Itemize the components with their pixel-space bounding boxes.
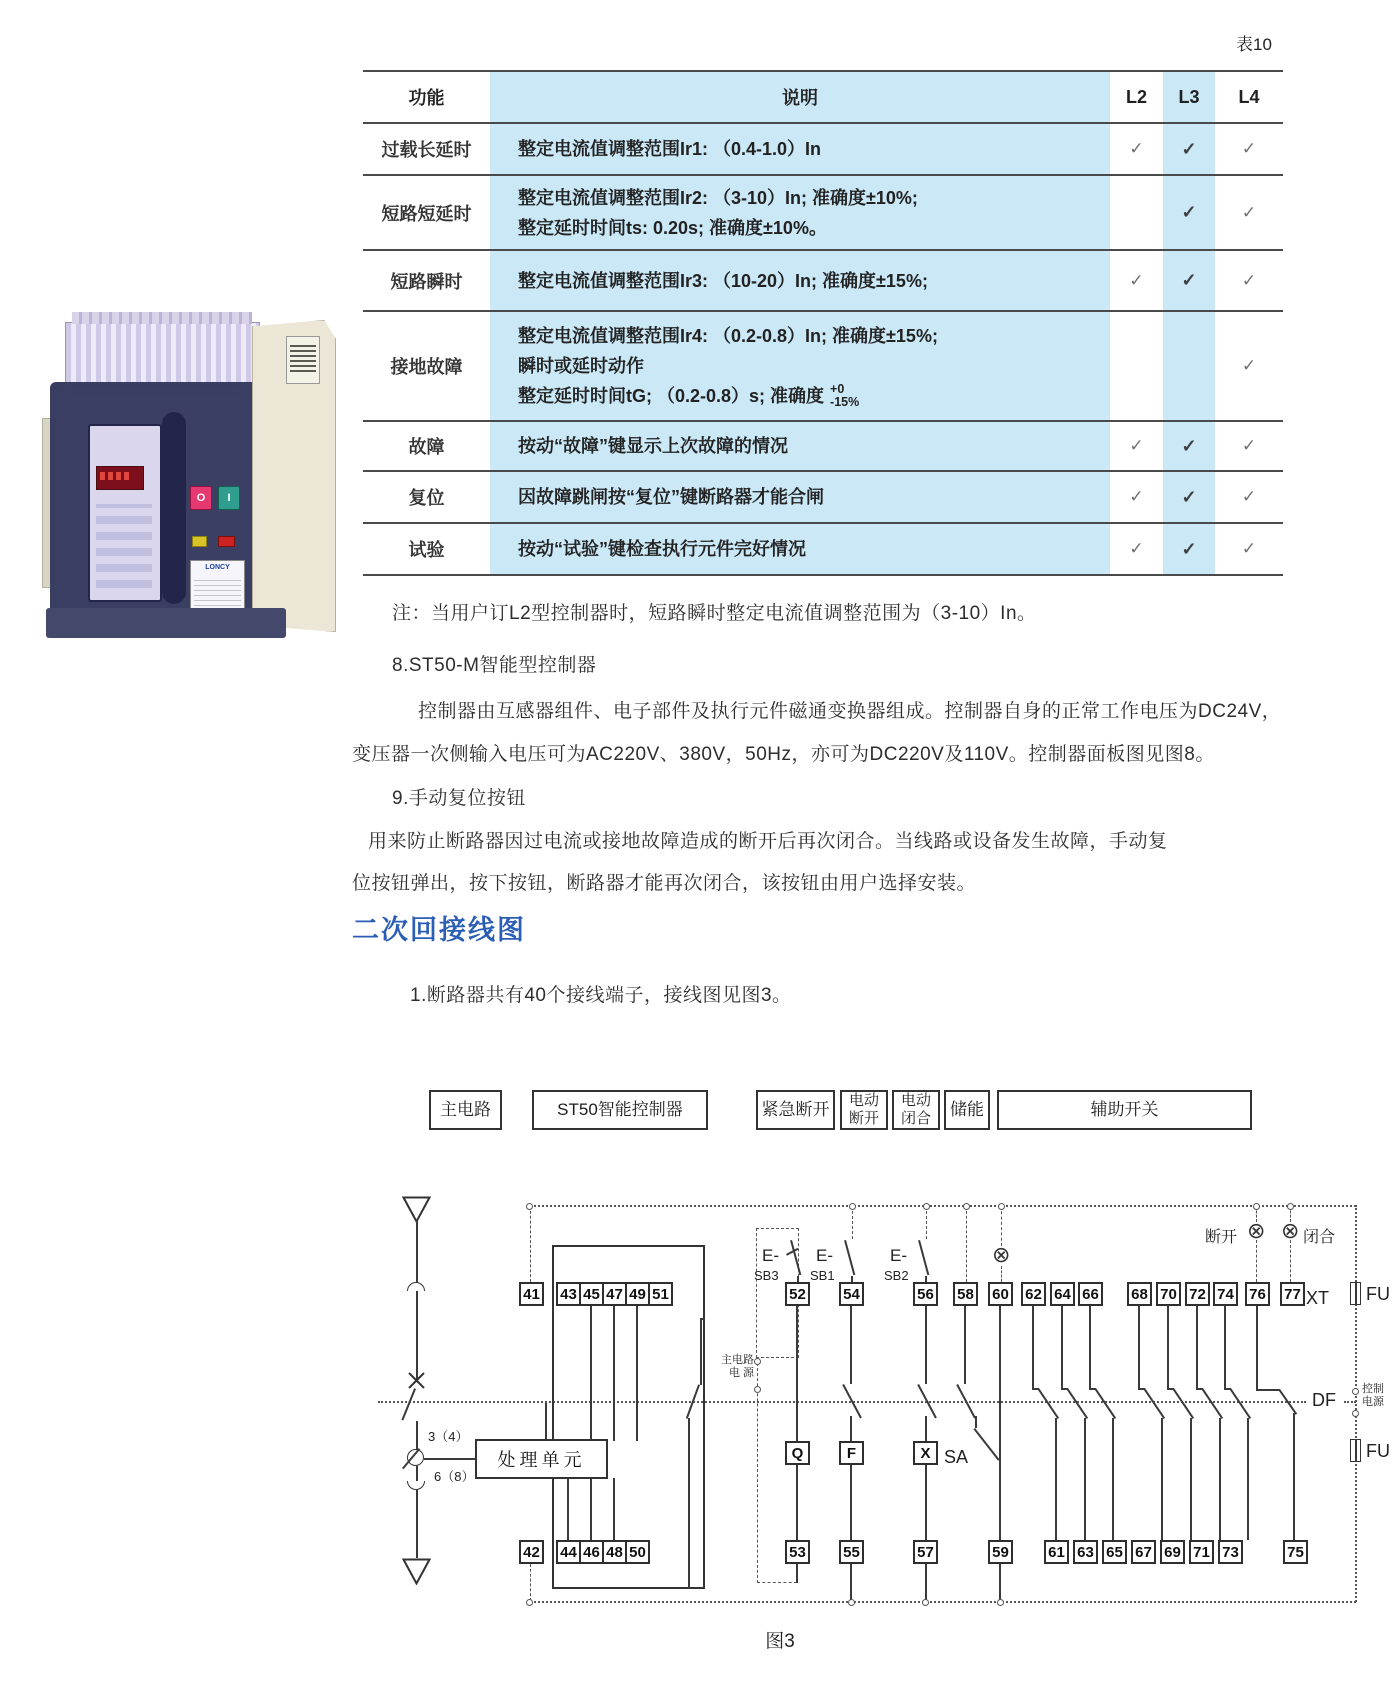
terminal-box: 77 (1280, 1282, 1305, 1306)
xt-label: XT (1306, 1288, 1330, 1308)
check-cell (1215, 312, 1283, 420)
table-caption: 表10 (1236, 35, 1272, 54)
terminal-box: 73 (1218, 1540, 1243, 1564)
desc-cell: 因故障跳闸按“复位”键断路器才能合闸 (490, 472, 1110, 522)
desc-cell: 整定电流值调整范围Ir2: （3-10）In; 准确度±10%; 整定延时时间ts: 0.20s; 准确度±10%。 (490, 176, 1110, 249)
func-cell: 接地故障 (390, 357, 463, 377)
terminal-box: 55 (839, 1540, 864, 1564)
check-cell (1215, 524, 1283, 574)
terminal-box: 58 (953, 1282, 978, 1306)
junction-dot (997, 1599, 1004, 1606)
terminal-box: 64 (1050, 1282, 1075, 1306)
coil-f: F (839, 1441, 864, 1465)
junction-dot (922, 1599, 929, 1606)
check-icon: ✓ (1129, 487, 1144, 506)
sb3-label: SB3 (754, 1268, 779, 1283)
junction-dot (998, 1203, 1005, 1210)
junction-dot (1352, 1410, 1359, 1417)
terminal-box: 44 (556, 1540, 581, 1564)
spec-table (363, 70, 1283, 576)
e-switch-label: E- (762, 1246, 779, 1265)
table-row (363, 176, 1283, 251)
terminal-box: 51 (648, 1282, 673, 1306)
base-plate (46, 608, 286, 638)
check-icon: ✓ (1241, 539, 1257, 558)
sec8-line1: 控制器由互感器组件、电子部件及执行元件磁通变换器组成。控制器自身的正常工作电压为DC24V， (418, 701, 1282, 722)
sb2-label: SB2 (884, 1268, 909, 1283)
check-icon: ✓ (1181, 538, 1197, 559)
terminal-box: 49 (625, 1282, 650, 1306)
close-lamp-icon: ⊗ (1281, 1218, 1300, 1243)
terminal-box: 42 (519, 1540, 544, 1564)
check-cell (1110, 176, 1163, 249)
check-icon: ✓ (1181, 270, 1197, 290)
open-lamp-label: 断开 (1205, 1229, 1238, 1246)
check-cell (1215, 251, 1283, 310)
terminal-box: 63 (1073, 1540, 1098, 1564)
junction-dot (526, 1599, 533, 1606)
legend-box: 电动 闭合 (892, 1090, 940, 1130)
fu-label: FU (1366, 1284, 1390, 1304)
terminal-box: 70 (1156, 1282, 1181, 1306)
e-switch-label: E- (890, 1246, 907, 1265)
check-cell (1163, 251, 1215, 310)
junction-dot (1287, 1203, 1294, 1210)
func-cell: 试验 (408, 540, 445, 560)
check-icon: ✓ (1181, 138, 1197, 159)
check-cell (1110, 422, 1163, 470)
check-icon: ✓ (1129, 139, 1144, 158)
terminal-box: 52 (785, 1282, 810, 1306)
contact-x-icon (408, 1372, 425, 1389)
terminal-box: 45 (579, 1282, 604, 1306)
tap-upper-label: 3（4） (428, 1429, 469, 1444)
check-cell (1110, 124, 1163, 174)
table-row (363, 312, 1283, 422)
check-cell (1163, 124, 1215, 174)
func-cell: 故障 (408, 437, 445, 457)
check-icon: ✓ (1241, 356, 1257, 375)
terminal-box: 72 (1185, 1282, 1210, 1306)
check-cell (1215, 124, 1283, 174)
tap-lower-label: 6（8） (434, 1469, 475, 1484)
check-cell (1163, 524, 1215, 574)
terminal-box: 53 (785, 1540, 810, 1564)
junction-dot (963, 1203, 970, 1210)
bottom-rail (529, 1601, 1356, 1603)
terminal-box: 74 (1213, 1282, 1238, 1306)
coil-x: X (913, 1441, 938, 1465)
check-cell (1163, 422, 1215, 470)
ctrl-supply-label: 控制 电源 (1362, 1383, 1384, 1408)
terminal-box: 67 (1131, 1540, 1156, 1564)
legend-box: 储能 (944, 1090, 990, 1130)
terminal-strip (65, 322, 260, 384)
sa-label: SA (944, 1447, 969, 1467)
open-button: O (190, 486, 212, 510)
check-icon: ✓ (1241, 139, 1257, 158)
rating-label: LONCY (190, 560, 245, 632)
df-label: DF (1312, 1390, 1336, 1410)
junction-dot (1352, 1388, 1359, 1395)
section-heading: 二次回接线图 (352, 915, 526, 945)
terminal-box: 54 (839, 1282, 864, 1306)
yellow-button (192, 536, 207, 547)
lcd-digits (100, 472, 130, 480)
column-header: L2 (1125, 86, 1147, 107)
sb1-label: SB1 (810, 1268, 835, 1283)
sec8-title: 8.ST50-M智能型控制器 (392, 655, 597, 676)
wiring-intro: 1.断路器共有40个接线端子，接线图见图3。 (410, 985, 792, 1006)
check-icon: ✓ (1241, 202, 1257, 222)
table-row (363, 422, 1283, 472)
terminal-box: 56 (913, 1282, 938, 1306)
right-rail (1355, 1205, 1357, 1602)
operating-handle (162, 412, 186, 604)
legend-box: 主电路 (429, 1090, 502, 1130)
processing-unit: 处理单元 (475, 1439, 608, 1479)
junction-dot (754, 1386, 761, 1393)
table-row (363, 524, 1283, 576)
open-lamp-icon: ⊗ (1247, 1218, 1266, 1243)
fu-label: FU (1366, 1441, 1390, 1461)
column-header: 说明 (490, 72, 1110, 122)
terminal-box: 59 (988, 1540, 1013, 1564)
check-cell (1110, 472, 1163, 522)
side-window-slits (290, 342, 316, 372)
close-button: I (218, 486, 240, 510)
ct-arc (407, 1481, 425, 1490)
desc-cell: 整定电流值调整范围Ir3: （10-20）In; 准确度±15%; (490, 251, 1110, 310)
df-line-right (1344, 1401, 1356, 1403)
junction-dot (848, 1599, 855, 1606)
terminal-box: 71 (1189, 1540, 1214, 1564)
e-switch-label: E- (816, 1246, 833, 1265)
check-cell (1110, 251, 1163, 310)
junction-dot (526, 1203, 533, 1210)
terminal-box: 50 (625, 1540, 650, 1564)
busbar-arrow-icon (402, 1558, 431, 1585)
terminal-box: 60 (988, 1282, 1013, 1306)
junction-dot (923, 1203, 930, 1210)
junction-dot (754, 1358, 761, 1365)
terminal-box: 62 (1021, 1282, 1046, 1306)
busbar-arrow-icon (402, 1196, 431, 1223)
main-supply-label: 主电路 电 源 (721, 1354, 754, 1379)
df-line (378, 1401, 1306, 1403)
legend-box: 辅助开关 (997, 1090, 1252, 1130)
column-header: 功能 (408, 88, 445, 108)
func-cell: 短路瞬时 (390, 271, 463, 292)
legend-box: 电动 断开 (840, 1090, 888, 1130)
terminal-box: 69 (1160, 1540, 1185, 1564)
sec9-line1: 用来防止断路器因过电流或接地故障造成的断开后再次闭合。当线路或设备发生故障，手动复 (368, 831, 1168, 852)
figure-caption: 图3 (765, 1631, 795, 1652)
tolerance-stack: +0 -15% (830, 382, 860, 409)
terminal-box: 46 (579, 1540, 604, 1564)
check-cell (1163, 176, 1215, 249)
check-icon: ✓ (1181, 202, 1197, 222)
func-cell: 过载长延时 (381, 140, 472, 160)
desc-cell: 整定电流值调整范围Ir4: （0.2-0.8）In; 准确度±15%; 瞬时或延时动作 整定延时时间tG; （0.2-0.8）s; 准确度 +0 -15% (490, 312, 1110, 420)
sec9-line2: 位按钮弹出，按下按钮，断路器才能再次闭合，该按钮由用户选择安装。 (352, 873, 977, 894)
terminal-box: 76 (1245, 1282, 1270, 1306)
desc-cell: 按动“试验”键检查执行元件完好情况 (490, 524, 1110, 574)
terminal-box: 57 (913, 1540, 938, 1564)
legend-box: 紧急断开 (756, 1090, 835, 1130)
sec9-title: 9.手动复位按钮 (392, 788, 526, 809)
column-header: L4 (1238, 86, 1260, 107)
product-photo (40, 308, 340, 653)
check-cell (1163, 472, 1215, 522)
check-icon: ✓ (1129, 539, 1144, 558)
keypad (96, 504, 152, 588)
legend-box: ST50智能控制器 (532, 1090, 708, 1130)
table-row (363, 251, 1283, 312)
table-row (363, 124, 1283, 176)
check-cell (1215, 422, 1283, 470)
terminal-box: 47 (602, 1282, 627, 1306)
terminal-strip-top (72, 312, 252, 324)
terminal-box: 68 (1127, 1282, 1152, 1306)
terminal-box: 66 (1078, 1282, 1103, 1306)
check-cell (1110, 524, 1163, 574)
func-cell: 复位 (408, 488, 445, 508)
check-icon: ✓ (1241, 487, 1257, 506)
terminal-box: 75 (1283, 1540, 1308, 1564)
table-header-row (363, 72, 1283, 124)
note-line: 注：当用户订L2型控制器时，短路瞬时整定电流值调整范围为（3-10）In。 (392, 603, 1037, 624)
terminal-box: 65 (1102, 1540, 1127, 1564)
table-row (363, 472, 1283, 524)
desc-cell: 整定电流值调整范围Ir1: （0.4-1.0）In (490, 124, 1110, 174)
sec8-line2: 变压器一次侧输入电压可为AC220V、380V，50Hz，亦可为DC220V及110V。控制器面板图见图8。 (352, 744, 1215, 765)
check-cell (1110, 312, 1163, 420)
junction-dot (1253, 1203, 1260, 1210)
check-icon: ✓ (1241, 436, 1257, 455)
close-lamp-label: 闭合 (1303, 1229, 1336, 1246)
top-rail (529, 1205, 1356, 1207)
terminal-box: 48 (602, 1540, 627, 1564)
check-cell (1163, 312, 1215, 420)
func-cell: 短路短延时 (381, 203, 472, 224)
check-icon: ✓ (1241, 270, 1257, 290)
coil-q: Q (785, 1441, 810, 1465)
check-cell (1215, 472, 1283, 522)
check-icon: ✓ (1129, 436, 1144, 455)
check-cell (1215, 176, 1283, 249)
lamp-icon: ⊗ (992, 1242, 1011, 1267)
column-header: L3 (1163, 72, 1215, 122)
junction-dot (849, 1203, 856, 1210)
red-button (218, 536, 235, 547)
desc-cell: 按动“故障”键显示上次故障的情况 (490, 422, 1110, 470)
check-icon: ✓ (1129, 270, 1144, 290)
terminal-box: 61 (1044, 1540, 1069, 1564)
terminal-box: 43 (556, 1282, 581, 1306)
check-icon: ✓ (1181, 486, 1197, 507)
check-icon: ✓ (1181, 435, 1197, 456)
terminal-box: 41 (519, 1282, 544, 1306)
ct-arc (407, 1282, 425, 1291)
